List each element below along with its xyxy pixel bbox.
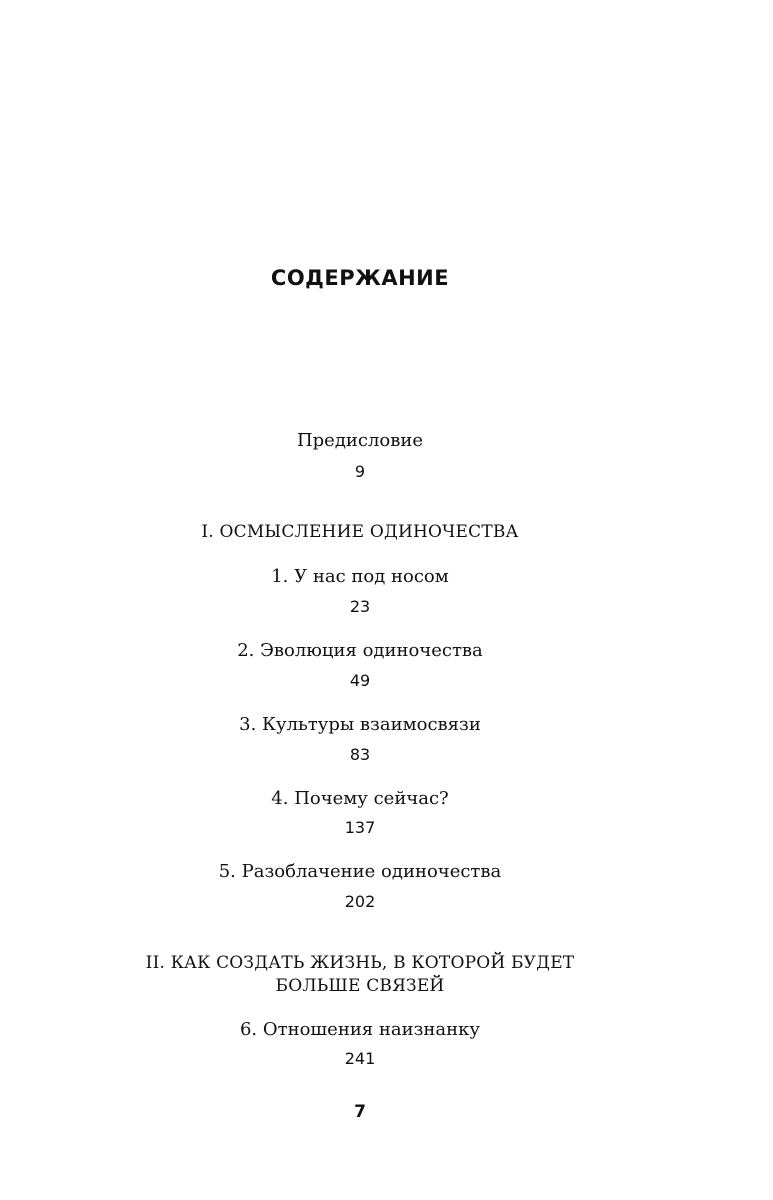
toc-chapter-2-page: 49 [349,671,371,690]
toc-chapter-6-page: 241 [344,1049,376,1068]
toc-chapter-5-title: 5. Разоблачение одиночества [218,861,502,882]
page-title: СОДЕРЖАНИЕ [270,266,450,290]
toc-chapter-2-title: 2. Эволюция одиночества [237,640,483,661]
toc-preface-page: 9 [354,462,366,481]
toc-chapter-4-title: 4. Почему сейчас? [271,788,449,809]
toc-chapter-3-page: 83 [349,745,371,764]
page-number: 7 [354,1102,366,1122]
toc-chapter-1-title: 1. У нас под носом [271,566,449,587]
toc-chapter-1-page: 23 [349,597,371,616]
toc-preface-title: Предисловие [296,430,424,451]
toc-chapter-4-page: 137 [344,818,376,837]
toc-part-1-title: I. ОСМЫСЛЕНИЕ ОДИНОЧЕСТВА [201,522,519,542]
toc-chapter-3-title: 3. Культуры взаимосвязи [239,714,481,735]
toc-part-2-title-line1: II. КАК СОЗДАТЬ ЖИЗНЬ, В КОТОРОЙ БУДЕТ [145,953,575,973]
toc-chapter-6-title: 6. Отношения наизнанку [239,1019,480,1040]
toc-chapter-5-page: 202 [344,892,376,911]
toc-part-2-title-line2: БОЛЬШЕ СВЯЗЕЙ [275,976,445,996]
